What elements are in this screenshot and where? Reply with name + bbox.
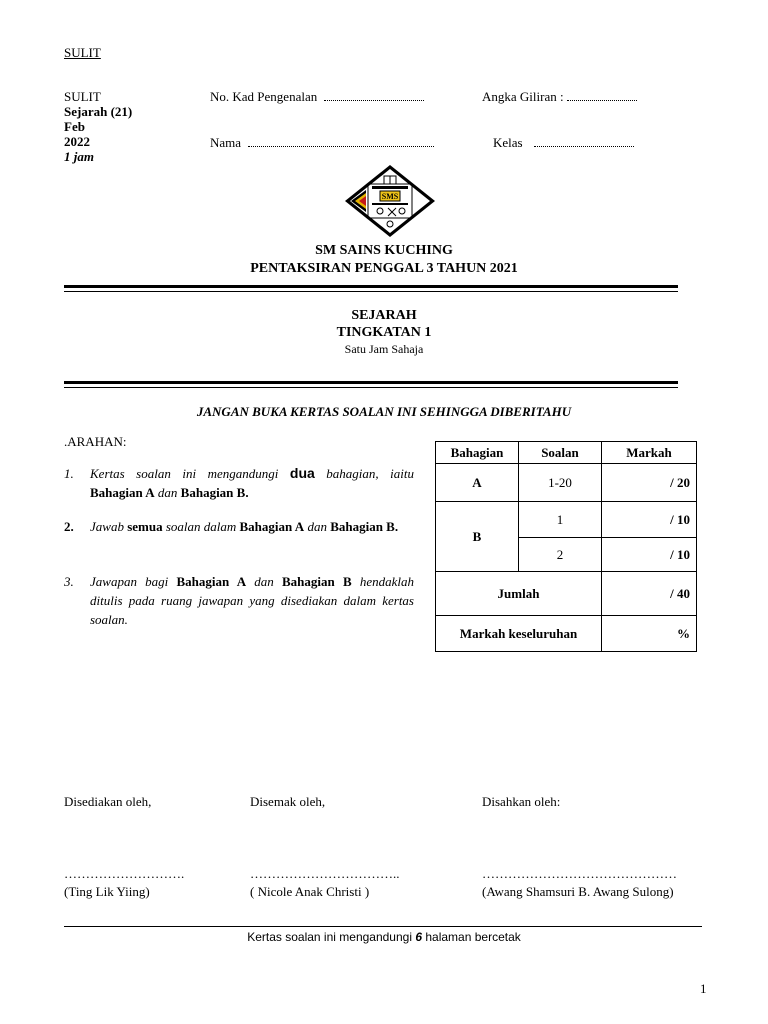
class-input-line[interactable] [534, 136, 634, 147]
class-field [493, 135, 634, 151]
header-question: Soalan [519, 442, 602, 464]
page-count-note: Kertas soalan ini mengandungi 6 halaman bercetak [247, 930, 521, 944]
prepared-by-label: Disediakan oleh, [64, 794, 152, 809]
section-cell: A [436, 464, 519, 502]
instruction-number: 2. [64, 519, 74, 534]
overall-mark[interactable]: % [602, 616, 697, 652]
subject-name: SEJARAH [351, 308, 417, 323]
question-cell: 1-20 [519, 464, 602, 502]
name-input-line[interactable] [248, 136, 434, 147]
table-row [436, 502, 697, 538]
mark-cell[interactable]: / 20 [602, 464, 697, 502]
ic-label: No. Kad Pengenalan [210, 89, 318, 104]
turn-number-label: Angka Giliran : [482, 89, 564, 104]
instructions-heading: .ARAHAN: [64, 434, 127, 449]
page-number: 1 [700, 981, 707, 996]
table-total-row [436, 572, 697, 616]
table-header-row [436, 442, 697, 464]
total-mark[interactable]: / 40 [602, 572, 697, 616]
header-section: Bahagian [436, 442, 519, 464]
ic-field [210, 89, 424, 105]
exam-month: Feb [64, 119, 85, 134]
double-rule-top [64, 285, 678, 288]
instruction-text: Jawab semua soalan dalam Bahagian A dan Bahagian B. [90, 519, 399, 534]
sulit-label: SULIT [64, 89, 101, 104]
mark-cell[interactable]: / 10 [602, 502, 697, 538]
turn-number-input-line[interactable] [567, 90, 637, 101]
ic-input-line[interactable] [324, 90, 424, 101]
logo-text: SMS [381, 192, 399, 201]
total-label: Jumlah [436, 572, 602, 616]
double-rule-bottom-thin [64, 387, 678, 388]
approved-by-label: Disahkan oleh: [482, 794, 561, 809]
prepared-signature-line: ………………………. [64, 866, 185, 881]
prepared-by-name: (Ting Lik Yiing) [64, 884, 150, 899]
table-overall-row [436, 616, 697, 652]
top-sulit-label: SULIT [64, 45, 101, 60]
instruction-item-1 [64, 464, 414, 502]
school-name: SM SAINS KUCHING [315, 243, 453, 258]
checked-by-name: ( Nicole Anak Christi ) [250, 884, 370, 899]
name-label: Nama [210, 135, 242, 150]
school-logo-emblem [344, 164, 436, 238]
question-cell: 2 [519, 538, 602, 572]
double-rule-top-thin [64, 291, 678, 292]
double-rule-bottom [64, 381, 678, 384]
instruction-item-3 [64, 572, 414, 629]
table-row [436, 464, 697, 502]
checked-by-label: Disemak oleh, [250, 794, 326, 809]
checked-signature-line: …………………………….. [250, 866, 400, 881]
subject-code: Sejarah (21) [64, 104, 133, 119]
marks-table [435, 441, 697, 652]
mark-cell[interactable]: / 10 [602, 538, 697, 572]
section-cell: B [436, 502, 519, 572]
overall-label: Markah keseluruhan [436, 616, 602, 652]
header-mark: Markah [602, 442, 697, 464]
warning-text: JANGAN BUKA KERTAS SOALAN INI SEHINGGA DIBERITAHU [196, 404, 572, 419]
footer-rule [64, 926, 702, 927]
approved-by-name: (Awang Shamsuri B. Awang Sulong) [482, 884, 674, 899]
instruction-number: 3. [64, 574, 74, 589]
class-label: Kelas [493, 135, 523, 150]
page-count: 6 [415, 930, 423, 944]
name-field [210, 135, 434, 151]
question-cell: 1 [519, 502, 602, 538]
school-logo [344, 164, 436, 238]
exam-title: PENTAKSIRAN PENGGAL 3 TAHUN 2021 [250, 261, 518, 276]
instruction-text: Kertas soalan ini mengandungi dua bahagian, iaitu Bahagian A dan Bahagian B. [90, 465, 414, 500]
instruction-number: 1. [64, 466, 74, 481]
exam-year: 2022 [64, 134, 90, 149]
instruction-text: Jawapan bagi Bahagian A dan Bahagian B hendaklah ditulis pada ruang jawapan yang disediakan dalam kertas soalan. [90, 574, 414, 627]
instruction-item-2 [64, 517, 414, 536]
subject-info-block [64, 89, 132, 164]
form-level: TINGKATAN 1 [336, 325, 432, 340]
approved-signature-line: ……………………………………… [482, 866, 677, 881]
exam-duration: 1 jam [64, 149, 94, 164]
turn-number-field [482, 89, 637, 105]
subject-duration: Satu Jam Sahaja [344, 342, 424, 356]
